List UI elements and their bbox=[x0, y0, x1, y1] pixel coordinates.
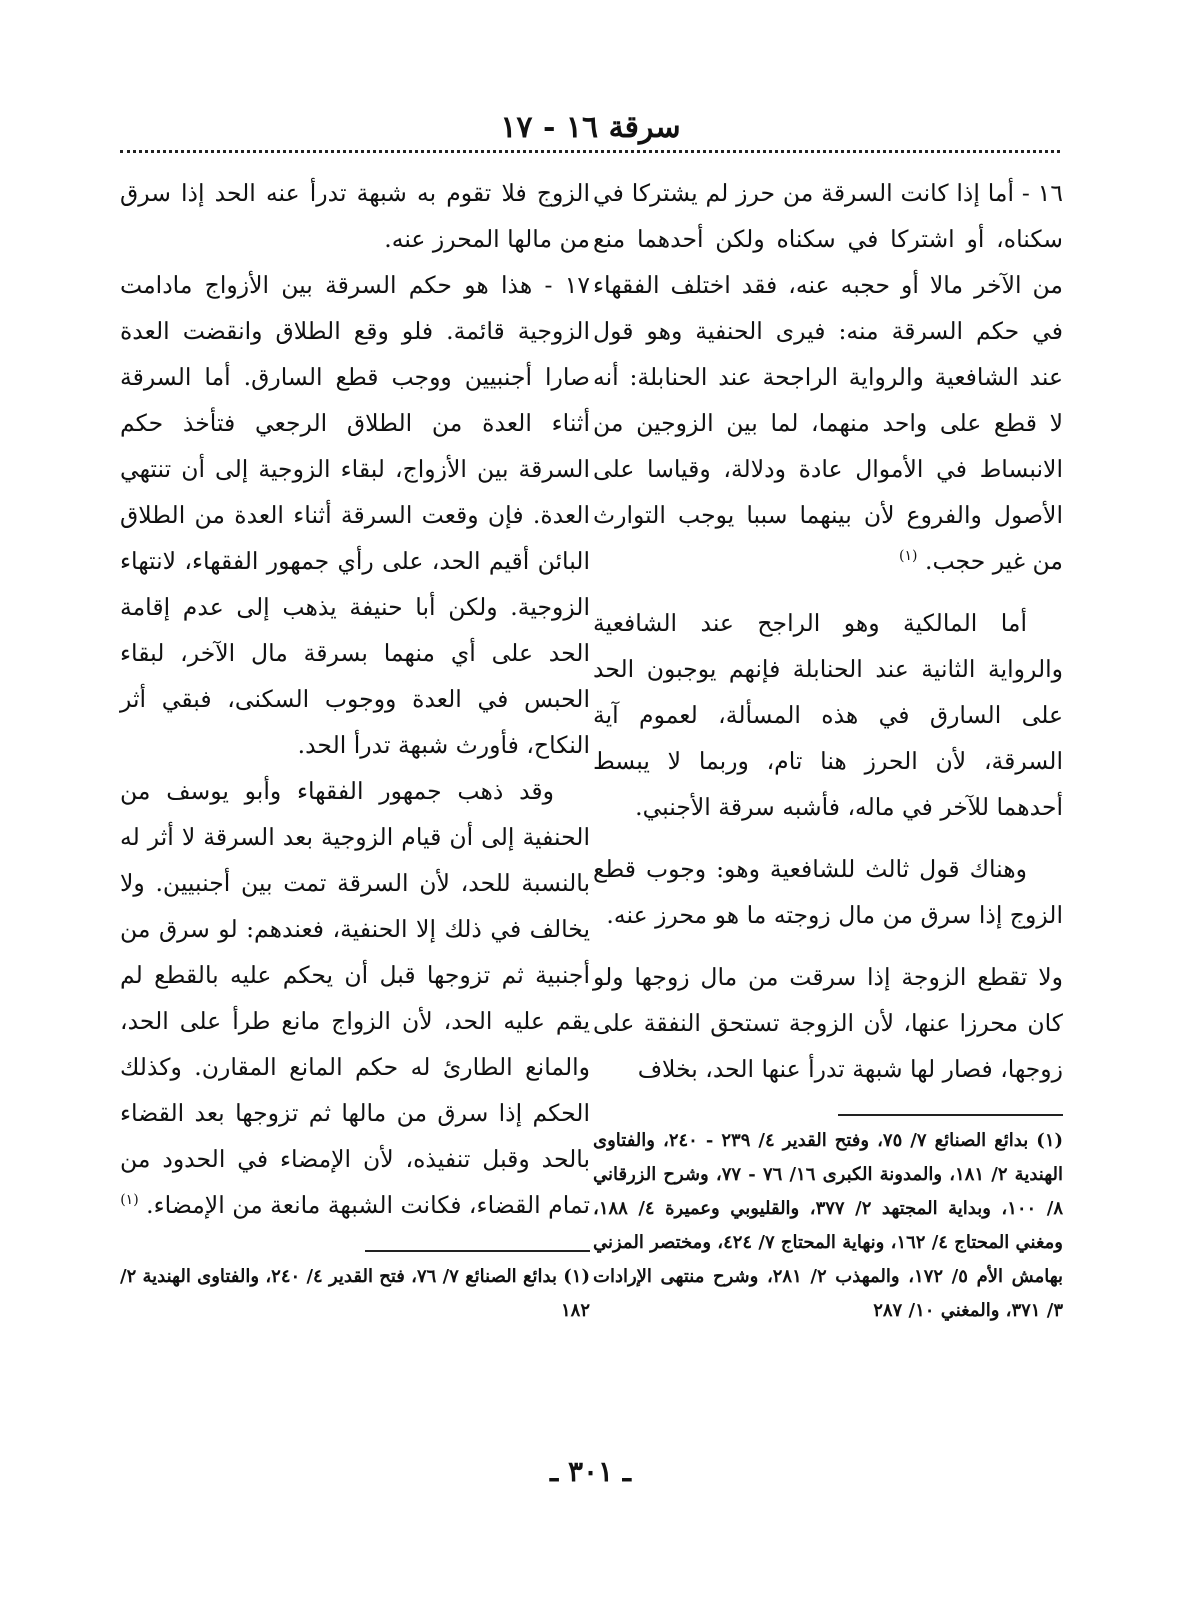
page-header-title: سرقة ١٦ - ١٧ bbox=[500, 110, 681, 145]
paragraph: أما المالكية وهو الراجح عند الشافعية والرواية الثانية عند الحنابلة فإنهم يوجبون الحد على السارق في هذه المسألة، لعموم آية السرقة، لأن الحرز هنا تام، وربما لا يبسط أحدهما للآخر في ماله، فأشبه سرقة الأجنبي. bbox=[593, 609, 1063, 821]
paragraph bbox=[120, 768, 590, 1228]
paragraph-17: ١٧ - هذا هو حكم السرقة بين الأزواج مادامت الزوجية قائمة. فلو وقع الطلاق وانقضت العدة صارا أجنبيين ووجب قطع السارق. أما السرقة أثناء العدة من الطلاق الرجعي فتأخذ حكم السرقة بين الأزواج، لبقاء الزوجية إلى أن تنتهي العدة. فإن وقعت السرقة أثناء العدة من الطلاق البائن أقيم الحد، على رأي جمهور الفقهاء، لانتهاء الزوجية. ولكن أبا حنيفة يذهب إلى عدم إقامة الحد على أي منهما بسرقة مال الآخر، لبقاء الحبس في العدة ووجوب السكنى، فبقي أثر النكاح، فأورث شبهة تدرأ الحد. bbox=[120, 271, 590, 759]
footnote: (١) بدائع الصنائع ٧/ ٧٥، وفتح القدير ٤/ ٢٣٩ - ٢٤٠، والفتاوى الهندية ٢/ ١٨١، والمدونة الكبرى ١٦/ ٧٦ - ٧٧، وشرح الزرقاني ٨/ ١٠٠، وبداية المجتهد ٢/ ٣٧٧، والقليوبي وعميرة ٤/ ١٨٨، ومغني المحتاج ٤/ ١٦٢، ونهاية المحتاج ٧/ ٤٢٤، ومختصر المزني بهامش الأم ٥/ ١٧٢، والمهذب ٢/ ٢٨١، وشرح منتهى الإرادات ٣/ ٣٧١، والمغني ١٠/ ٢٨٧ bbox=[592, 1130, 1064, 1321]
left-column bbox=[120, 170, 590, 1410]
right-column bbox=[593, 170, 1063, 1410]
paragraph: وهناك قول ثالث للشافعية وهو: وجوب قطع الزوج إذا سرق من مال زوجته ما هو محرز عنه. bbox=[593, 855, 1063, 929]
paragraph-text: ١٦ - أما إذا كانت السرقة من حرز لم يشتركا في سكناه، أو اشتركا في سكناه ولكن أحدهما منع من الآخر مالا أو حجبه عنه، فقد اختلف الفقهاء في حكم السرقة منه: فيرى الحنفية وهو قول عند الشافعية والرواية الراجحة عند الحنابلة: أنه لا قطع على واحد منهما، لما بين الزوجين من الانبساط في الأموال عادة ودلالة، وقياسا على الأصول والفروع لأن بينهما سببا يوجب التوارث من غير حجب. bbox=[593, 179, 1063, 575]
footnote-marker: (١) bbox=[120, 1192, 139, 1209]
paragraph-text: وقد ذهب جمهور الفقهاء وأبو يوسف من الحنفية إلى أن قيام الزوجية بعد السرقة لا أثر له بالنسبة للحد، لأن السرقة تمت بين أجنبيين. ولا يخالف في ذلك إلا الحنفية، فعندهم: لو سرق من أجنبية ثم تزوجها قبل أن يحكم عليه بالقطع لم يقم عليه الحد، لأن الزواج مانع طرأ على الحد، والمانع الطارئ له حكم المانع المقارن. وكذلك الحكم إذا سرق من مالها ثم تزوجها بعد القضاء بالحد وقبل تنفيذه، لأن الإمضاء في الحدود من تمام القضاء، فكانت الشبهة مانعة من الإمضاء. bbox=[120, 777, 590, 1219]
paragraph-16 bbox=[593, 170, 1063, 584]
page-number: ـ ٣٠١ ـ bbox=[549, 1455, 632, 1488]
paragraph: الزوج فلا تقوم به شبهة تدرأ عنه الحد إذا سرق من مالها المحرز عنه. bbox=[120, 179, 590, 253]
header-dotted-rule bbox=[120, 150, 1060, 153]
footnote-marker: (١) bbox=[899, 548, 918, 565]
footnote: (١) بدائع الصنائع ٧/ ٧٦، فتح القدير ٤/ ٢٤٠، والفتاوى الهندية ٢/ ١٨٢ bbox=[120, 1266, 590, 1321]
footnote-separator bbox=[838, 1114, 1063, 1116]
paragraph: ولا تقطع الزوجة إذا سرقت من مال زوجها ولو كان محرزا عنها، لأن الزوجة تستحق النفقة على زوجها، فصار لها شبهة تدرأ عنها الحد، بخلاف bbox=[593, 963, 1063, 1083]
footnote-separator bbox=[365, 1250, 590, 1252]
